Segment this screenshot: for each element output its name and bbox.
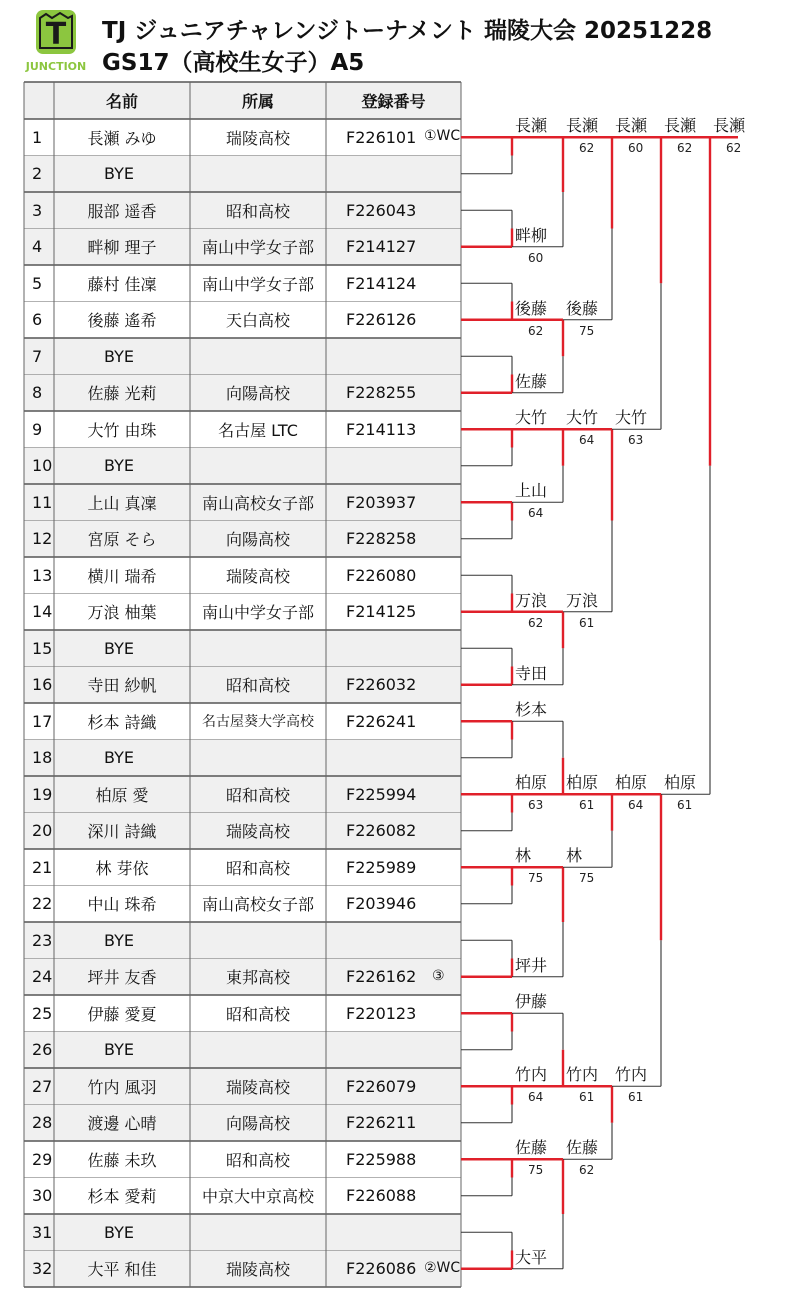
match-winner-name: 佐藤 bbox=[515, 371, 548, 391]
player-name: 渡邊 心晴 bbox=[87, 1114, 157, 1134]
table-header-cell: 名前 bbox=[105, 92, 138, 111]
match-score: 61 bbox=[677, 798, 693, 813]
match-score: 62 bbox=[528, 323, 544, 338]
match-score: 62 bbox=[528, 615, 544, 630]
match-score: 61 bbox=[579, 615, 595, 630]
player-number: 1 bbox=[32, 127, 43, 147]
player-number: 4 bbox=[32, 237, 43, 257]
player-affiliation: 向陽高校 bbox=[225, 384, 290, 404]
player-registration: F203937 bbox=[346, 492, 417, 512]
player-affiliation bbox=[190, 156, 326, 193]
match-winner-name: 寺田 bbox=[515, 663, 548, 683]
player-number: 26 bbox=[32, 1040, 53, 1060]
match-score: 61 bbox=[579, 798, 595, 813]
match-score: 61 bbox=[579, 1090, 595, 1105]
player-affiliation: 南山中学女子部 bbox=[201, 603, 314, 623]
player-registration: F226086 bbox=[346, 1259, 417, 1279]
match-winner-name: 長瀬 bbox=[713, 116, 746, 136]
player-name: BYE bbox=[104, 1222, 134, 1242]
match-score: 61 bbox=[628, 1090, 644, 1105]
page-title: TJ ジュニアチャレンジトーナメント 瑞陵大会 20251228 bbox=[102, 18, 713, 44]
match-winner-name: 佐藤 bbox=[566, 1138, 599, 1158]
player-number: 25 bbox=[32, 1003, 53, 1023]
logo-mark-letter: T bbox=[45, 17, 67, 52]
match-winner-name: 大竹 bbox=[615, 408, 648, 428]
match-score: 60 bbox=[628, 141, 644, 156]
match-score: 75 bbox=[579, 323, 595, 338]
match-winner-name: 長瀬 bbox=[615, 116, 648, 136]
match-winner-name: 後藤 bbox=[566, 298, 599, 318]
player-name: BYE bbox=[104, 1040, 134, 1060]
player-registration: F203946 bbox=[346, 894, 417, 914]
player-name: 畔柳 理子 bbox=[87, 238, 157, 258]
player-affiliation: 昭和高校 bbox=[225, 785, 290, 805]
match-score: 64 bbox=[628, 798, 644, 813]
player-registration bbox=[326, 448, 461, 485]
player-registration: F226032 bbox=[346, 675, 417, 695]
player-number: 32 bbox=[32, 1259, 53, 1279]
player-number: 18 bbox=[32, 748, 53, 768]
match-winner-name: 長瀬 bbox=[566, 116, 599, 136]
player-name: 佐藤 未玖 bbox=[87, 1150, 157, 1170]
player-affiliation: 向陽高校 bbox=[225, 530, 290, 550]
player-affiliation: 南山高校女子部 bbox=[201, 493, 314, 513]
player-registration: F228258 bbox=[346, 529, 417, 549]
seed-mark: ①WC bbox=[424, 128, 461, 144]
match-score: 60 bbox=[528, 250, 544, 265]
player-registration: F226101 bbox=[346, 127, 417, 147]
player-name: 大竹 由珠 bbox=[87, 420, 157, 440]
player-registration: F225989 bbox=[346, 857, 417, 877]
match-score: 62 bbox=[579, 1163, 595, 1178]
player-affiliation: 名古屋葵大学高校 bbox=[202, 714, 314, 731]
player-affiliation bbox=[190, 1214, 326, 1251]
player-number: 17 bbox=[32, 711, 53, 731]
player-registration: F226241 bbox=[346, 711, 417, 731]
player-number: 2 bbox=[32, 164, 43, 184]
player-name: BYE bbox=[104, 456, 134, 476]
table-header-cell bbox=[24, 82, 54, 119]
table-header-cell: 登録番号 bbox=[361, 92, 426, 111]
player-affiliation: 瑞陵高校 bbox=[225, 128, 290, 148]
player-name: 竹内 風羽 bbox=[87, 1077, 157, 1097]
player-name: BYE bbox=[104, 164, 134, 184]
player-number: 5 bbox=[32, 273, 43, 293]
player-registration: F225988 bbox=[346, 1149, 417, 1169]
match-score: 62 bbox=[677, 141, 693, 156]
player-number: 11 bbox=[32, 492, 53, 512]
player-name: BYE bbox=[104, 346, 134, 366]
player-registration bbox=[326, 338, 461, 375]
player-affiliation: 向陽高校 bbox=[225, 1114, 290, 1134]
match-winner-name: 竹内 bbox=[515, 1065, 548, 1085]
player-name: 横川 瑞希 bbox=[87, 566, 157, 586]
player-registration bbox=[326, 1032, 461, 1069]
player-name: BYE bbox=[104, 638, 134, 658]
player-number: 12 bbox=[32, 529, 53, 549]
player-affiliation: 昭和高校 bbox=[225, 676, 290, 696]
match-score: 63 bbox=[628, 433, 644, 448]
match-score: 75 bbox=[528, 1163, 544, 1178]
player-registration: F225994 bbox=[346, 784, 417, 804]
match-score: 63 bbox=[528, 798, 544, 813]
player-affiliation: 昭和高校 bbox=[225, 201, 290, 221]
player-name: 万浪 柚葉 bbox=[87, 603, 157, 623]
player-registration: F226088 bbox=[346, 1186, 417, 1206]
player-number: 29 bbox=[32, 1149, 53, 1169]
match-winner-name: 畔柳 bbox=[515, 225, 548, 245]
player-name: 上山 真凜 bbox=[87, 493, 157, 513]
player-affiliation: 瑞陵高校 bbox=[225, 1077, 290, 1097]
player-affiliation: 南山中学女子部 bbox=[201, 274, 314, 294]
match-winner-name: 万浪 bbox=[515, 590, 548, 610]
player-number: 9 bbox=[32, 419, 43, 439]
match-winner-name: 林 bbox=[515, 846, 532, 866]
player-number: 13 bbox=[32, 565, 53, 585]
table-header-cell: 所属 bbox=[241, 92, 274, 111]
player-registration: F228255 bbox=[346, 383, 417, 403]
player-number: 20 bbox=[32, 821, 53, 841]
player-affiliation bbox=[190, 338, 326, 375]
player-affiliation bbox=[190, 740, 326, 777]
player-name: 寺田 紗帆 bbox=[87, 676, 157, 696]
player-registration: F226079 bbox=[346, 1076, 417, 1096]
player-number: 30 bbox=[32, 1186, 53, 1206]
player-name: 杉本 愛莉 bbox=[87, 1187, 157, 1207]
player-affiliation: 昭和高校 bbox=[225, 858, 290, 878]
match-score: 64 bbox=[579, 433, 595, 448]
player-affiliation: 名古屋 LTC bbox=[218, 420, 298, 440]
player-registration: F220123 bbox=[346, 1003, 417, 1023]
player-registration: F226162 bbox=[346, 967, 417, 987]
player-number: 3 bbox=[32, 200, 43, 220]
match-winner-name: 大竹 bbox=[515, 408, 548, 428]
player-name: 柏原 愛 bbox=[95, 785, 149, 805]
match-score: 75 bbox=[528, 871, 544, 886]
match-winner-name: 竹内 bbox=[566, 1065, 599, 1085]
match-winner-name: 杉本 bbox=[515, 700, 548, 720]
match-winner-name: 竹内 bbox=[615, 1065, 648, 1085]
match-winner-name: 坪井 bbox=[515, 955, 548, 975]
player-name: BYE bbox=[104, 748, 134, 768]
player-affiliation: 昭和高校 bbox=[225, 1004, 290, 1024]
page-subtitle: GS17（高校生女子）A5 bbox=[102, 50, 365, 76]
player-number: 24 bbox=[32, 967, 53, 987]
player-number: 16 bbox=[32, 675, 53, 695]
player-registration bbox=[326, 630, 461, 667]
player-affiliation: 南山高校女子部 bbox=[201, 895, 314, 915]
player-name: 服部 遥香 bbox=[87, 201, 157, 221]
player-registration: F226082 bbox=[346, 821, 417, 841]
player-number: 27 bbox=[32, 1076, 53, 1096]
seed-mark: ②WC bbox=[424, 1259, 461, 1276]
player-affiliation bbox=[190, 1032, 326, 1069]
player-registration: F214124 bbox=[346, 273, 417, 293]
player-name: 佐藤 光莉 bbox=[87, 384, 157, 404]
player-registration bbox=[326, 1214, 461, 1251]
match-winner-name: 大竹 bbox=[566, 408, 599, 428]
match-winner-name: 大平 bbox=[515, 1247, 548, 1267]
player-name: 杉本 詩織 bbox=[87, 712, 157, 732]
player-name: 長瀬 みゆ bbox=[87, 128, 157, 148]
player-affiliation bbox=[190, 448, 326, 485]
player-registration bbox=[326, 922, 461, 959]
player-registration: F214125 bbox=[346, 602, 417, 622]
player-number: 28 bbox=[32, 1113, 53, 1133]
player-name: 深川 詩織 bbox=[87, 822, 157, 842]
player-registration bbox=[326, 740, 461, 777]
player-number: 22 bbox=[32, 894, 53, 914]
match-winner-name: 柏原 bbox=[664, 773, 697, 793]
player-name: 林 芽依 bbox=[95, 858, 149, 878]
player-registration: F226211 bbox=[346, 1113, 417, 1133]
player-registration: F214127 bbox=[346, 237, 417, 257]
player-name: 藤村 佳凜 bbox=[87, 274, 157, 294]
player-number: 7 bbox=[32, 346, 43, 366]
match-winner-name: 後藤 bbox=[515, 298, 548, 318]
player-registration bbox=[326, 156, 461, 193]
player-registration: F226080 bbox=[346, 565, 417, 585]
match-winner-name: 柏原 bbox=[515, 773, 548, 793]
match-winner-name: 佐藤 bbox=[515, 1138, 548, 1158]
match-winner-name: 長瀬 bbox=[515, 116, 548, 136]
player-name: 中山 珠希 bbox=[87, 895, 157, 915]
player-number: 23 bbox=[32, 930, 53, 950]
player-registration: F226043 bbox=[346, 200, 417, 220]
player-affiliation: 瑞陵高校 bbox=[225, 566, 290, 586]
player-number: 6 bbox=[32, 310, 43, 330]
player-name: BYE bbox=[104, 930, 134, 950]
match-winner-name: 長瀬 bbox=[664, 116, 697, 136]
match-score: 62 bbox=[579, 141, 595, 156]
player-number: 10 bbox=[32, 456, 53, 476]
match-score: 64 bbox=[528, 506, 544, 521]
player-name: 坪井 友香 bbox=[87, 968, 157, 988]
seed-mark: ③ bbox=[432, 967, 445, 984]
player-name: 大平 和佳 bbox=[87, 1260, 157, 1280]
player-affiliation: 瑞陵高校 bbox=[225, 822, 290, 842]
match-winner-name: 万浪 bbox=[566, 590, 599, 610]
player-registration: F226126 bbox=[346, 310, 417, 330]
player-affiliation: 瑞陵高校 bbox=[225, 1260, 290, 1280]
player-affiliation bbox=[190, 630, 326, 667]
player-name: 宮原 そら bbox=[87, 530, 157, 550]
player-name: 後藤 遙希 bbox=[87, 311, 157, 331]
player-registration: F214113 bbox=[346, 419, 417, 439]
player-affiliation: 天白高校 bbox=[225, 311, 290, 331]
match-winner-name: 上山 bbox=[515, 481, 548, 501]
player-number: 14 bbox=[32, 602, 53, 622]
match-winner-name: 伊藤 bbox=[515, 992, 548, 1012]
logo-text: JUNCTION bbox=[25, 60, 87, 73]
match-score: 75 bbox=[579, 871, 595, 886]
player-affiliation bbox=[190, 922, 326, 959]
player-affiliation: 中京大中京高校 bbox=[201, 1187, 314, 1207]
match-score: 64 bbox=[528, 1090, 544, 1105]
player-number: 8 bbox=[32, 383, 43, 403]
match-winner-name: 林 bbox=[566, 846, 583, 866]
match-score: 62 bbox=[726, 141, 742, 156]
player-number: 21 bbox=[32, 857, 53, 877]
player-affiliation: 南山中学女子部 bbox=[201, 238, 314, 258]
player-number: 15 bbox=[32, 638, 53, 658]
player-number: 31 bbox=[32, 1222, 53, 1242]
player-name: 伊藤 愛夏 bbox=[87, 1004, 157, 1024]
player-affiliation: 昭和高校 bbox=[225, 1150, 290, 1170]
match-winner-name: 柏原 bbox=[566, 773, 599, 793]
player-number: 19 bbox=[32, 784, 53, 804]
match-winner-name: 柏原 bbox=[615, 773, 648, 793]
player-affiliation: 東邦高校 bbox=[225, 968, 290, 988]
